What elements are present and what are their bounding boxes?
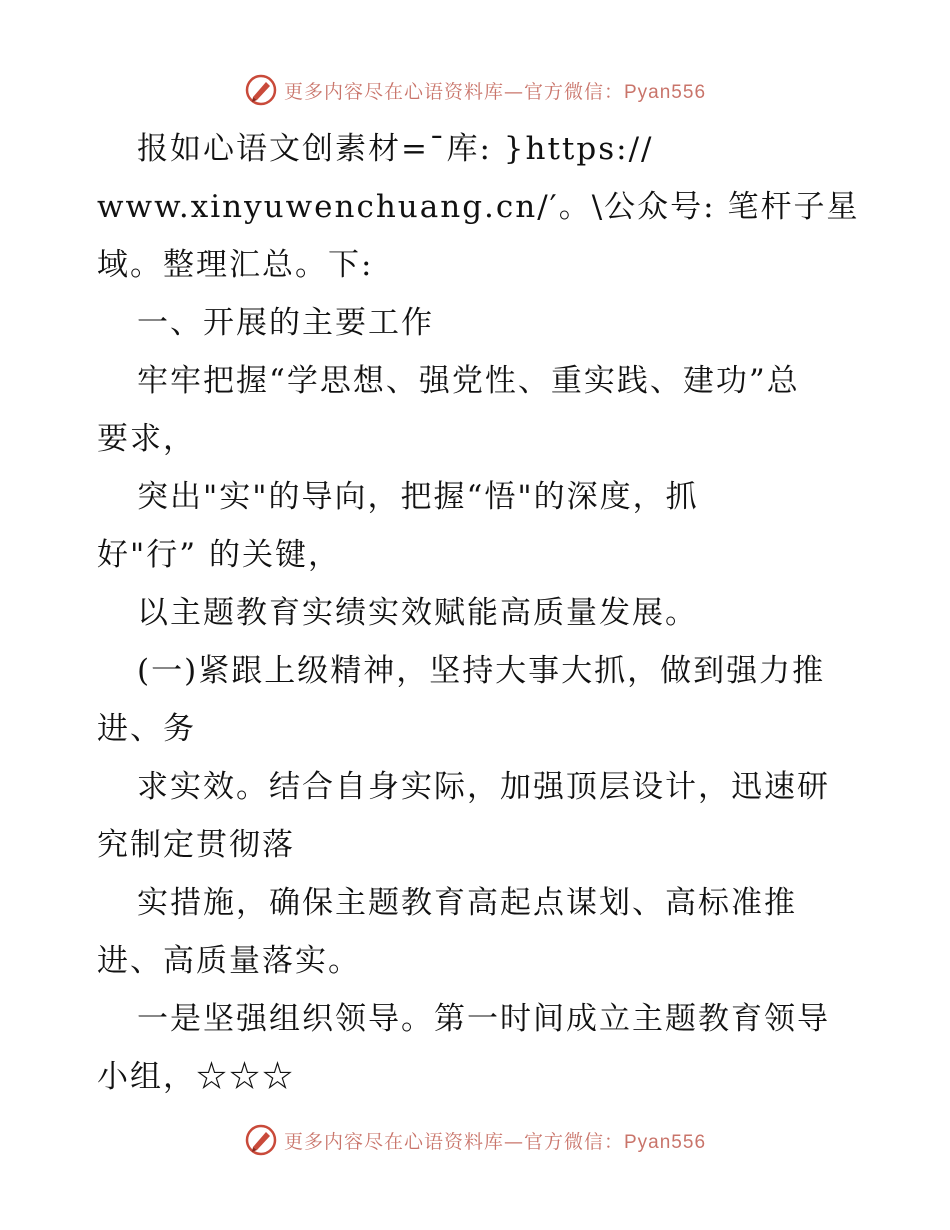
document-body (97, 120, 860, 1106)
text-line: 进、高质量落实。 (97, 943, 361, 979)
banner-text (284, 1127, 706, 1154)
banner-label: 更多内容尽在心语资料库—官方微信： (283, 1130, 624, 1153)
text-line: 牢牢把握“学思想、强党性、重实践、建功”总 (137, 363, 800, 399)
text-line: 究制定贯彻落 (97, 827, 295, 863)
text-line: 求实效。结合自身实际，加强顶层设计，迅速研 (137, 769, 830, 805)
text-line: 实措施，确保主题教育高起点谋划、高标准推 (137, 885, 797, 921)
text-line: 报如心语文创素材=¯库: }https:// (137, 131, 654, 167)
banner-text (284, 77, 706, 104)
text-line: 以主题教育实绩实效赋能高质量发展。 (137, 595, 698, 631)
banner-wechat-id: Pyan556 (624, 81, 707, 103)
text-line: 进、务 (97, 711, 196, 747)
text-line: 一是坚强组织领导。第一时间成立主题教育领导 (137, 1001, 830, 1037)
pen-logo-icon (244, 1123, 278, 1157)
text-line: 要求， (97, 421, 196, 457)
text-line: 突出"实"的导向，把握“悟"的深度，抓 (137, 479, 699, 515)
pen-logo-icon (244, 73, 278, 107)
banner-label: 更多内容尽在心语资料库—官方微信： (283, 80, 624, 103)
header-banner (0, 70, 950, 110)
text-line: www.xinyuwenchuang.cn/′。\公众号: 笔杆子星 (97, 189, 860, 225)
text-line: (一)紧跟上级精神，坚持大事大抓，做到强力推 (137, 653, 826, 689)
text-line: 域。整理汇总。下: (97, 247, 374, 283)
text-line: 小组，☆☆☆ (97, 1059, 295, 1095)
text-line: 好"行” 的关键， (97, 537, 341, 573)
text-line: 一、开展的主要工作 (137, 305, 434, 341)
banner-wechat-id: Pyan556 (624, 1131, 707, 1153)
footer-banner (0, 1120, 950, 1160)
